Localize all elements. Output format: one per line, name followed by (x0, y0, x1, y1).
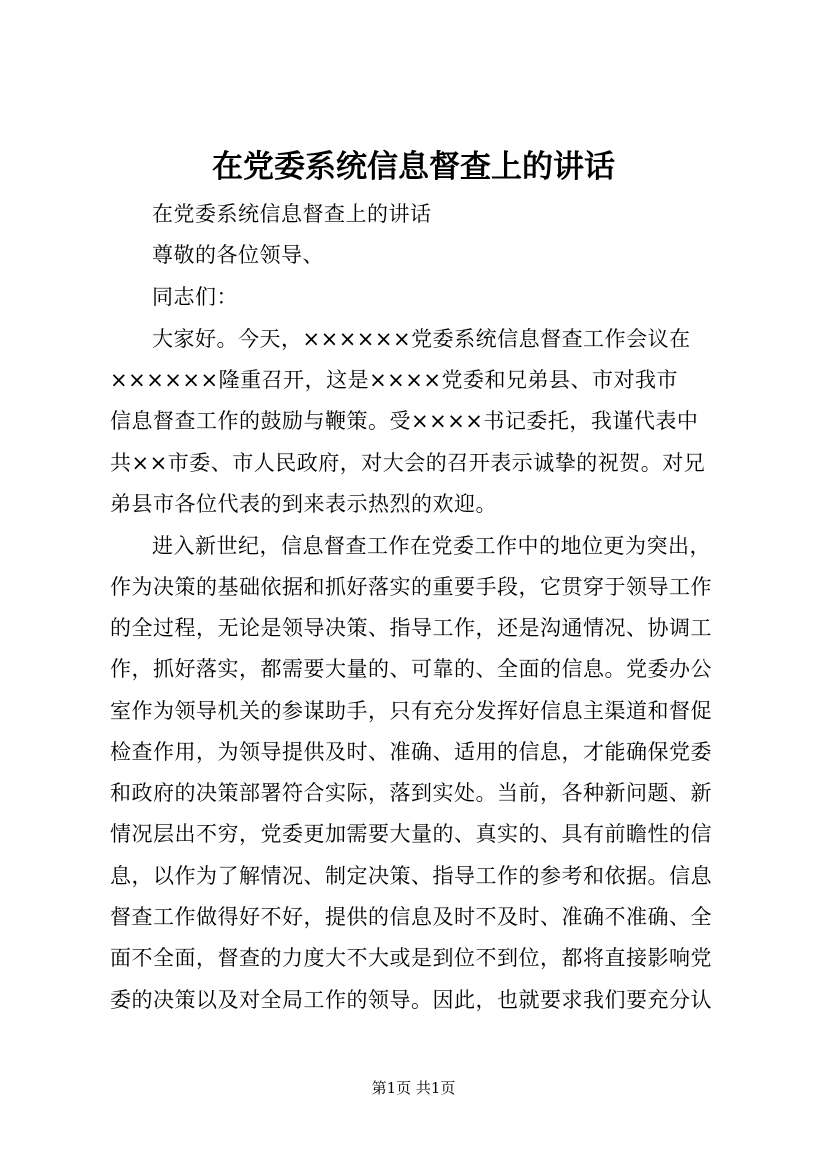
salutation-line: 同志们： (152, 285, 238, 309)
paragraph-line: 息，以作为了解情况、制定决策、指导工作的参考和依据。信息 (110, 864, 712, 888)
paragraph-line: 情况层出不穷，党委更加需要大量的、真实的、具有前瞻性的信 (110, 822, 712, 846)
document-title: 在党委系统信息督查上的讲话 (212, 149, 615, 185)
subtitle-line: 在党委系统信息督查上的讲话 (152, 202, 432, 226)
paragraph-line: 室作为领导机关的参谋助手，只有充分发挥好信息主渠道和督促 (110, 699, 712, 723)
paragraph-line: 大家好。今天，××××××党委系统信息督查工作会议在 (152, 327, 691, 351)
paragraph-line: 和政府的决策部署符合实际，落到实处。当前，各种新问题、新 (110, 781, 712, 805)
paragraph-line: 弟县市各位代表的到来表示热烈的欢迎。 (110, 492, 497, 516)
paragraph-line: 的全过程，无论是领导决策、指导工作，还是沟通情况、协调工 (110, 616, 712, 640)
paragraph-line: 作，抓好落实，都需要大量的、可靠的、全面的信息。党委办公 (110, 657, 712, 681)
paragraph-line: ××××××隆重召开，这是××××党委和兄弟县、市对我市 (110, 368, 678, 392)
paragraph-line: 检查作用，为领导提供及时、准确、适用的信息，才能确保党委 (110, 740, 712, 764)
paragraph-line: 委的决策以及对全局工作的领导。因此，也就要求我们要充分认 (110, 988, 712, 1012)
paragraph-line: 督查工作做得好不好，提供的信息及时不及时、准确不准确、全 (110, 905, 712, 929)
salutation-line: 尊敬的各位领导、 (152, 243, 324, 267)
paragraph-line: 面不全面，督查的力度大不大或是到位不到位，都将直接影响党 (110, 946, 712, 970)
paragraph-line: 作为决策的基础依据和抓好落实的重要手段，它贯穿于领导工作 (110, 575, 712, 599)
page-number: 第1页 共1页 (371, 1079, 456, 1097)
paragraph-line: 进入新世纪，信息督查工作在党委工作中的地位更为突出， (152, 534, 711, 558)
paragraph-line: 信息督查工作的鼓励与鞭策。受××××书记委托，我谨代表中 (110, 409, 699, 433)
paragraph-line: 共××市委、市人民政府，对大会的召开表示诚挚的祝贺。对兄 (110, 451, 706, 475)
